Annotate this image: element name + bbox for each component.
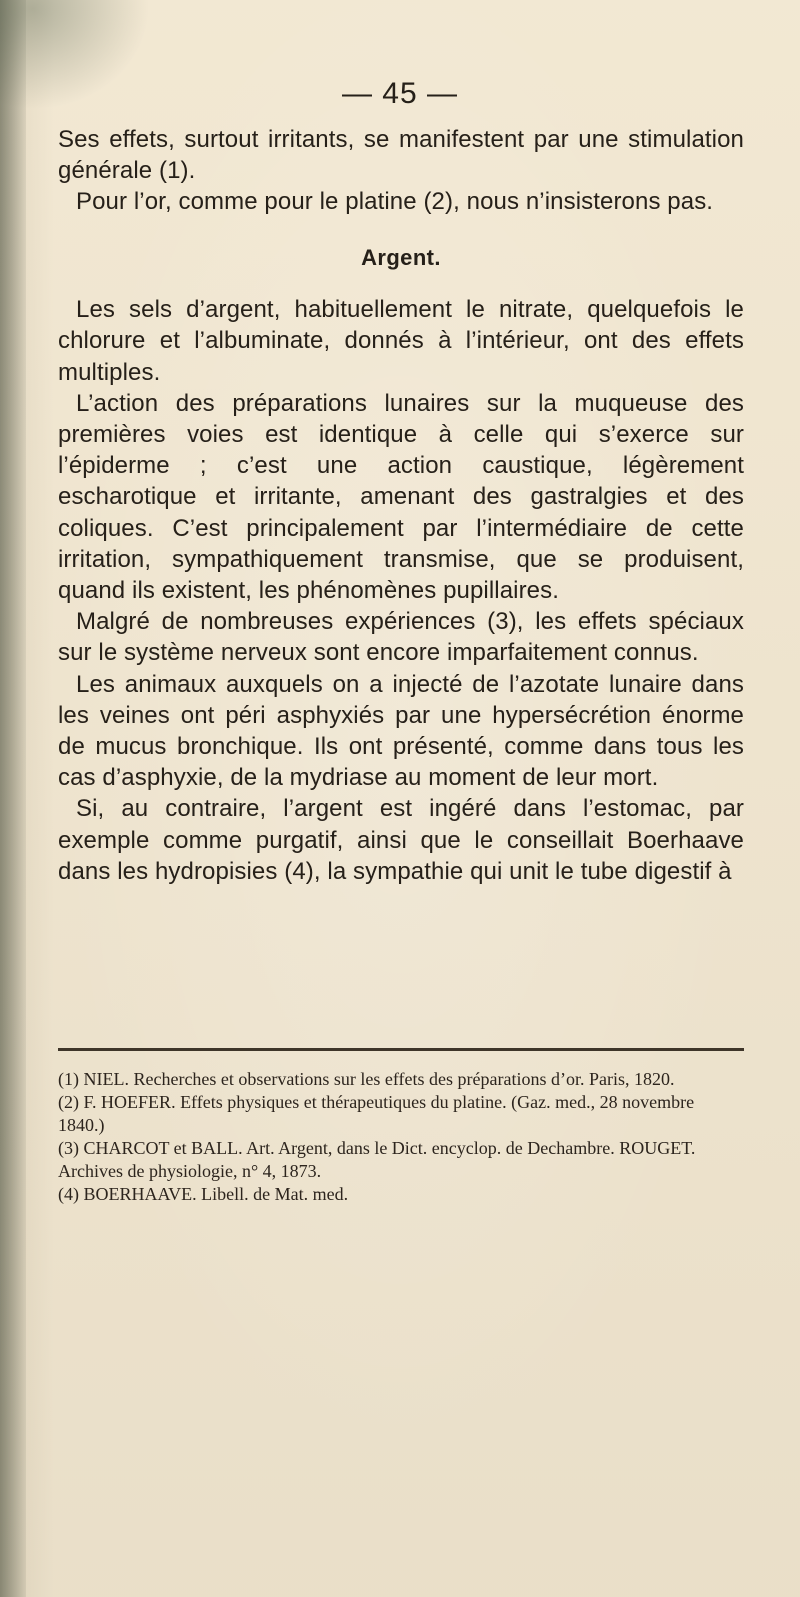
footnote-1: (1) NIEL. Recherches et observations sur les effets des préparations d’or. Paris, 1820. (58, 1069, 675, 1089)
paragraph-3: Les sels d’argent, habituellement le nitrate, quelquefois le chlorure et l’albuminate, donnés à l’intérieur, ont des effets multiples. (58, 296, 744, 386)
paragraph-5: Malgré de nombreuses expériences (3), les effets spéciaux sur le système nerveux sont encore imparfaitement connus. (58, 608, 744, 667)
paragraph-4: L’action des préparations lunaires sur la muqueuse des premières voies est identique à celle qui s’exerce sur l’épiderme ; c’est une action caustique, légèrement escharotique et irritante, amenant des gastralgies et des coliques. C’est principalement par l’intermédiaire de cette irritation, sympathiquement transmise, que se produisent, quand ils existent, les phénomènes pupillaires. (58, 389, 744, 605)
page-edge-shadow (0, 0, 26, 1597)
paragraph-2: Pour l’or, comme pour le platine (2), nous n’insisterons pas. (76, 188, 714, 216)
section-title: Argent. (361, 244, 441, 270)
footnotes (58, 1068, 744, 1206)
paragraph-6: Les animaux auxquels on a injecté de l’azotate lunaire dans les veines ont péri asphyxiés par une hypersécrétion énorme de mucus bronchique. Ils ont présenté, comme dans tous les cas d’asphyxie, de la mydriase au moment de leur mort. (58, 670, 744, 792)
paragraph-1: Ses effets, surtout irritants, se manifestent par une stimulation générale (1). (58, 126, 744, 185)
paragraph-7: Si, au contraire, l’argent est ingéré dans l’estomac, par exemple comme purgatif, ainsi que le conseillait Boerhaave dans les hydropisies (4), la sympathie qui unit le tube digestif à (58, 795, 744, 885)
footnote-2: (2) F. HOEFER. Effets physiques et thérapeutiques du platine. (Gaz. med., 28 novembre 1840.) (58, 1092, 695, 1135)
footnote-3: (3) CHARCOT et BALL. Art. Argent, dans le Dict. encyclop. de Dechambre. ROUGET. Archives de physiologie, n° 4, 1873. (58, 1138, 696, 1181)
page-number: — 45 — (341, 77, 459, 110)
page-stain (0, 0, 150, 110)
footnote-4: (4) BOERHAAVE. Libell. de Mat. med. (58, 1184, 349, 1204)
main-text (58, 124, 744, 887)
footnote-divider (58, 1048, 744, 1051)
